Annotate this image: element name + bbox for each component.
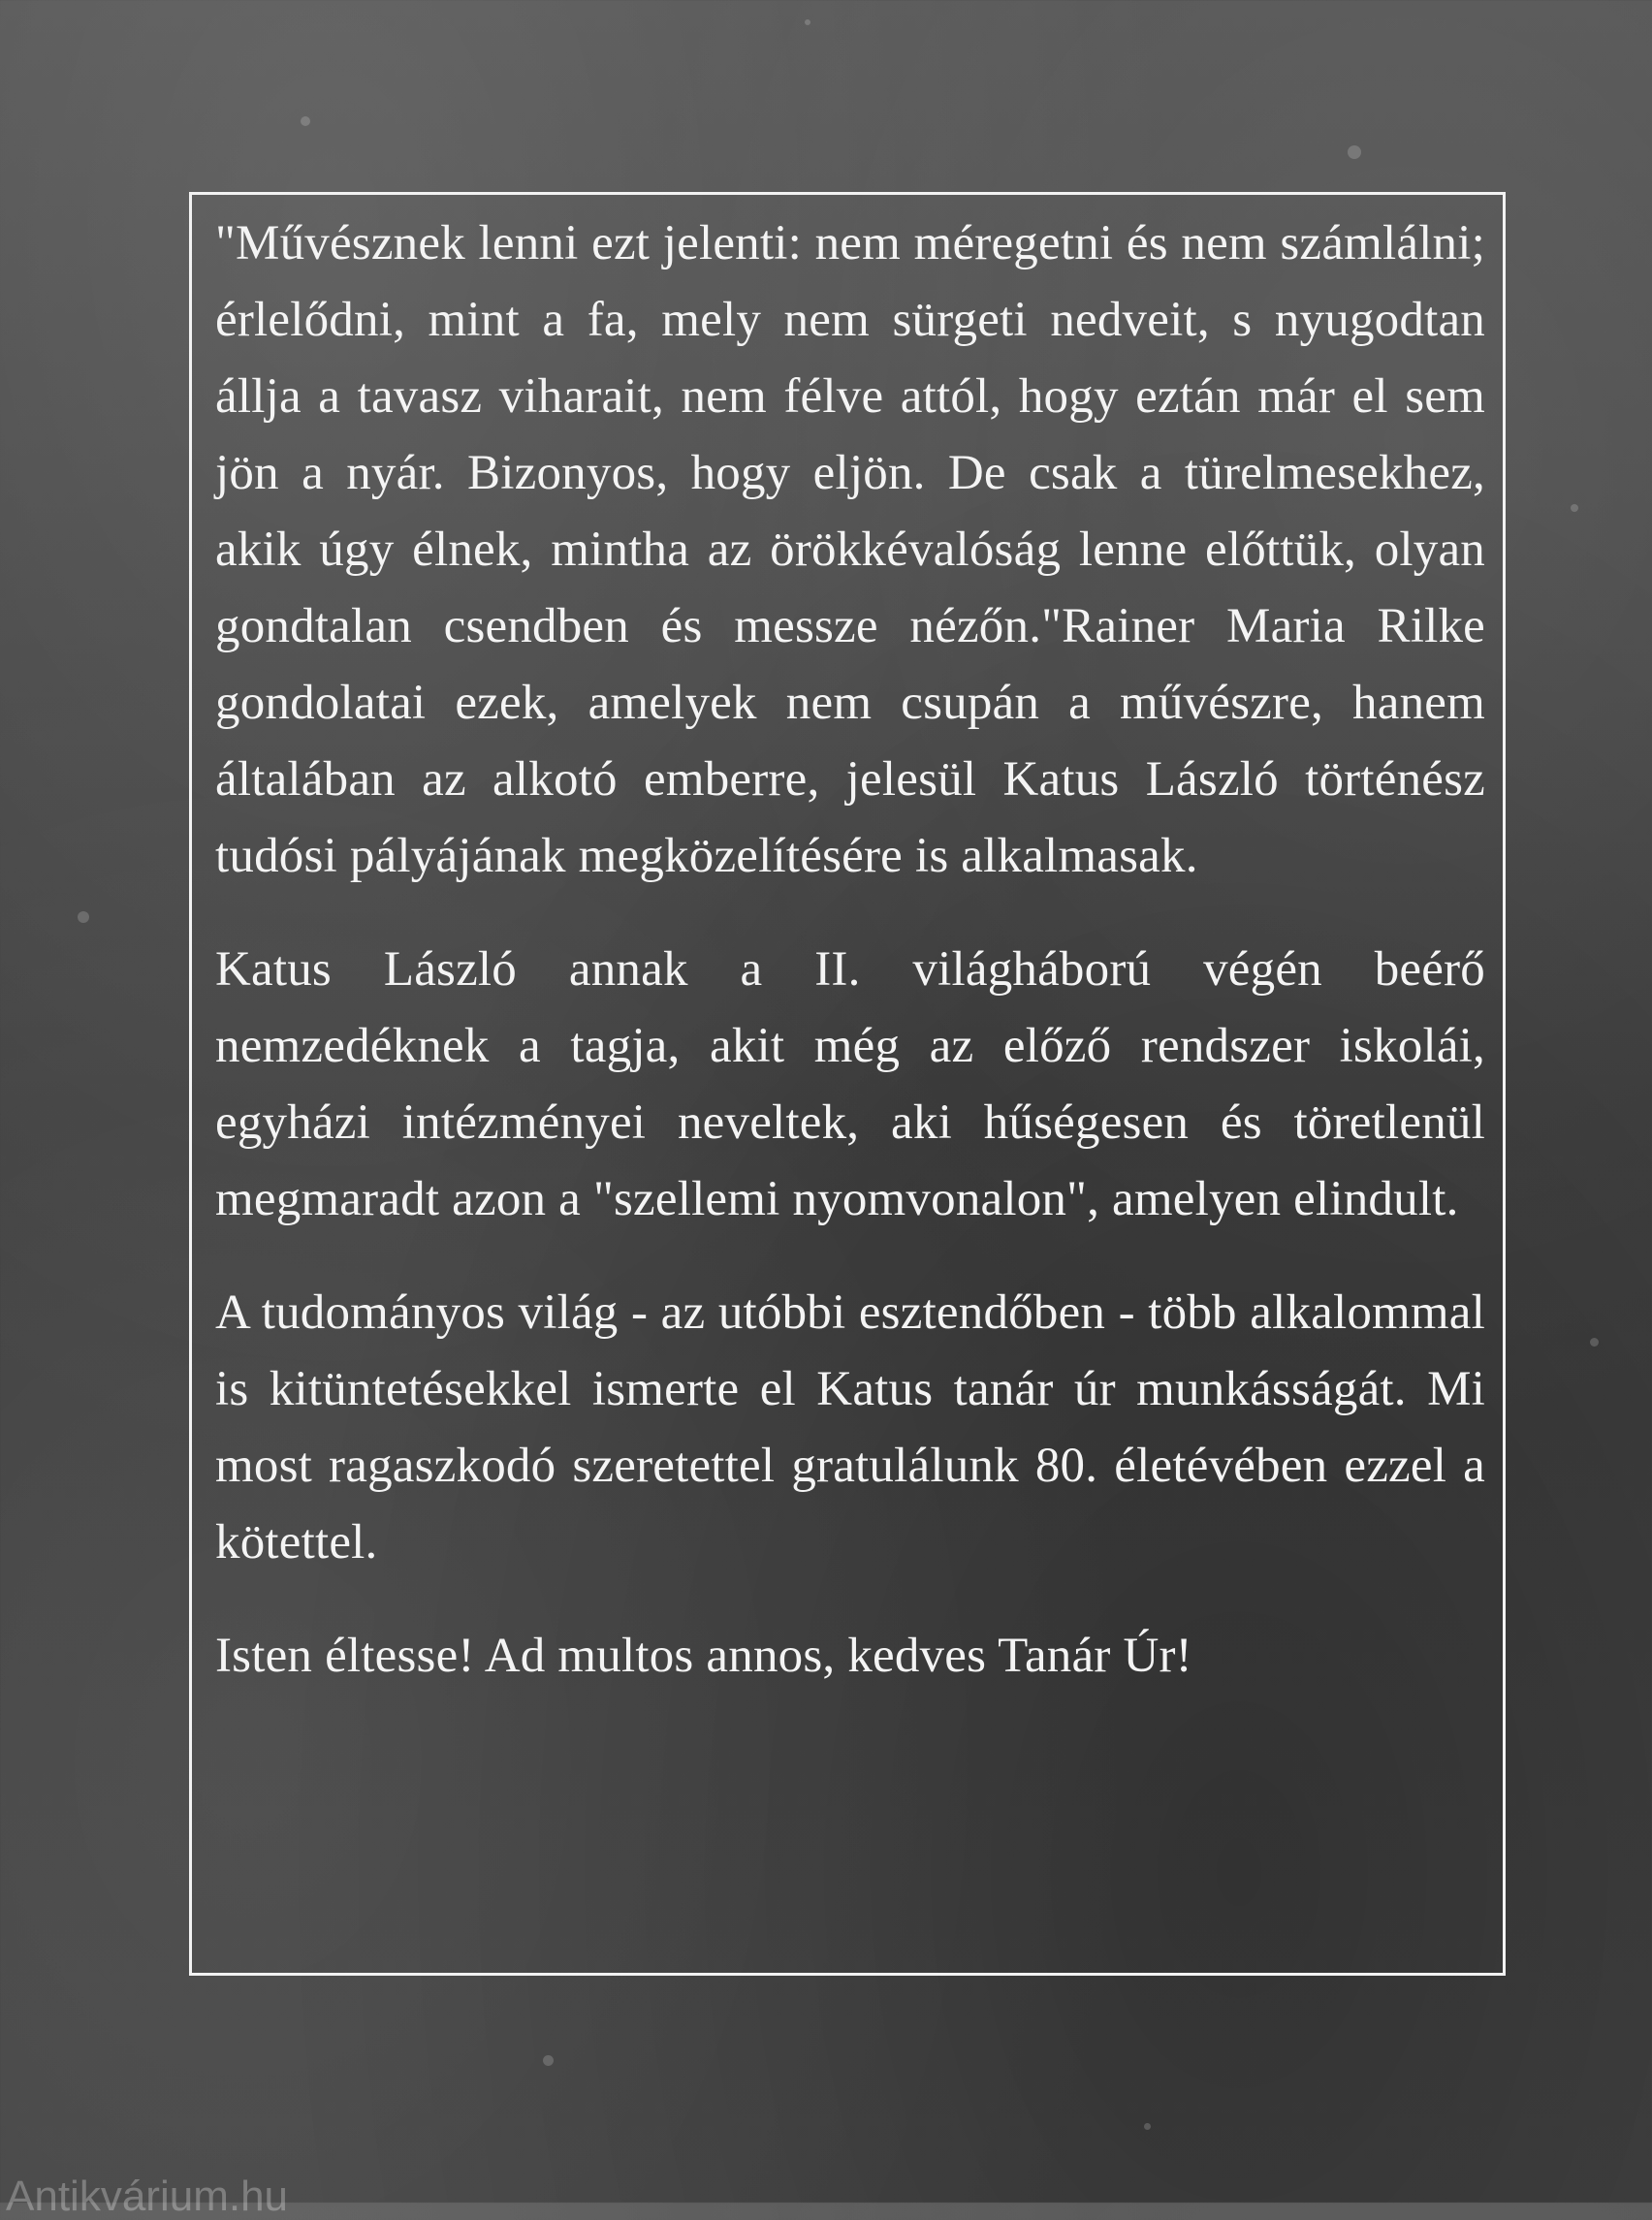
blurb-paragraph-1: "Művésznek lenni ezt jelenti: nem méregetni és nem számlálni; érlelődni, mint a fa, mely nem sürgeti nedveit, s nyugodtan állja a tavasz viharait, nem félve attól, hogy eztán már el sem jön a nyár. Bizonyos, hogy eljön. De csak a türelmesekhez, akik úgy élnek, mintha az örökkévalóság lenne előttük, olyan gondtalan csendben és messze nézőn."Rainer Maria Rilke gondolatai ezek, amelyek nem csupán a művészre, hanem általában az alkotó emberre, jelesül Katus László történész tudósi pályájának megközelítésére is alkalmasak. (215, 216, 1485, 883)
watermark: Antikvárium.hu (6, 2172, 289, 2220)
texture-speck (805, 19, 810, 25)
blurb-closing-line: Isten éltesse! Ad multos annos, kedves Tanár Úr! (215, 1629, 1192, 1683)
texture-speck (1348, 145, 1361, 159)
texture-speck (301, 116, 310, 126)
blurb-text (215, 206, 1485, 1731)
texture-speck (1571, 504, 1578, 512)
texture-speck (78, 911, 89, 923)
texture-speck (543, 2055, 554, 2066)
texture-speck (1590, 1338, 1599, 1347)
blurb-paragraph-3: A tudományos világ - az utóbbi esztendőben - több alkalommal is kitüntetésekkel ismerte el Katus tanár úr munkásságát. Mi most ragaszkodó szeretettel gratulálunk 80. életévében ezzel a kötettel. (215, 1285, 1485, 1570)
blurb-paragraph-2: Katus László annak a II. világháború végén beérő nemzedéknek a tagja, akit még az előző rendszer iskolái, egyházi intézményei neveltek, aki hűségesen és töretlenül megmaradt azon a "szellemi nyomvonalon", amelyen elindult. (215, 942, 1485, 1226)
texture-speck (1144, 2123, 1151, 2130)
